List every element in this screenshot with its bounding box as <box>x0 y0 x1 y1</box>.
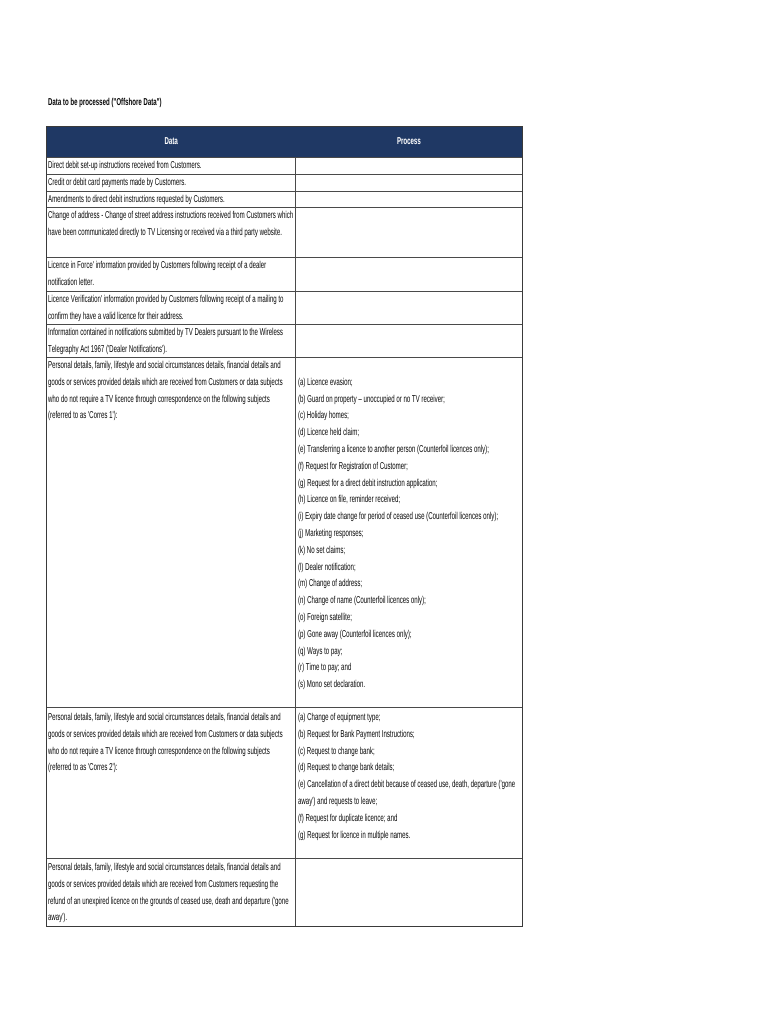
process-item: (q) Ways to pay; <box>298 645 343 657</box>
data-text: Personal details, family, lifestyle and social circumstances details, financial details and goods or services provided details which are received from Customers or data subjects who do not require a TV licence through correspondence on the following subjects (referred to as 'Corres 2'): <box>48 712 283 774</box>
process-cell <box>296 192 522 207</box>
table-row <box>47 191 522 207</box>
process-item: (f) Request for Registration of Customer; <box>298 460 408 472</box>
process-item: (g) Request for licence in multiple names. <box>298 829 411 841</box>
data-cell <box>47 175 296 191</box>
process-cell <box>296 258 522 291</box>
table-row <box>47 157 522 174</box>
table-row <box>47 291 522 324</box>
process-cell <box>296 208 522 257</box>
process-cell <box>296 358 522 707</box>
process-item: (g) Request for a direct debit instruction application; <box>298 477 438 489</box>
data-text: Licence Verification' information provided by Customers following receipt of a mailing to confirm they have a valid licence for their address. <box>48 294 284 322</box>
process-item: (o) Foreign satellite; <box>298 611 352 623</box>
process-item: (b) Guard on property – unoccupied or no TV receiver; <box>298 393 445 405</box>
process-item: (e) Cancellation of a direct debit because of ceased use, death, departure ('gone away') and requests to leave; <box>298 779 516 807</box>
process-item: (p) Gone away (Counterfoil licences only); <box>298 628 412 640</box>
data-text: Personal details, family, lifestyle and social circumstances details, financial details and goods or services provided details which are received from Customers or data subjects who do not require a TV licence through correspondence on the following subjects (referred to as 'Corres 1'): <box>48 360 283 422</box>
process-item: (r) Time to pay; and <box>298 662 352 674</box>
data-cell <box>47 325 296 357</box>
header-label-process: Process <box>396 136 421 147</box>
process-item: (c) Request to change bank; <box>298 745 375 757</box>
header-cell-data <box>47 127 296 157</box>
header-label-data: Data <box>164 136 178 147</box>
data-cell <box>47 708 296 858</box>
data-text: Personal details, family, lifestyle and social circumstances details, financial details and goods or services provided details which are received from Customers requesting the refund of an unexpired licence on the grounds of ceased use, death and departure ('gone away'). <box>48 862 289 924</box>
header-cell-process <box>296 127 522 157</box>
table-row <box>47 858 522 926</box>
table-row <box>47 174 522 191</box>
table-header-row <box>47 127 522 157</box>
data-cell <box>47 358 296 707</box>
table-row <box>47 357 522 707</box>
process-item: (j) Marketing responses; <box>298 527 364 539</box>
data-text: Licence in Force' information provided by Customers following receipt of a dealer notification letter. <box>48 260 267 288</box>
process-item: (e) Transferring a licence to another person (Counterfoil licences only); <box>298 443 489 455</box>
process-item: (s) Mono set declaration. <box>298 679 366 691</box>
process-cell <box>296 158 522 174</box>
data-cell <box>47 192 296 207</box>
process-item: (h) Licence on file, reminder received; <box>298 494 401 506</box>
process-item: (b) Request for Bank Payment Instructions; <box>298 728 415 740</box>
data-text: Change of address - Change of street address instructions received from Customers which have been communicated directly to TV Licensing or received via a third party website. <box>48 210 294 238</box>
process-item: (c) Holiday homes; <box>298 410 349 422</box>
process-item: (k) No set claims; <box>298 544 346 556</box>
process-item: (d) Request to change bank details; <box>298 762 395 774</box>
data-text: Credit or debit card payments made by Customers. <box>48 177 186 188</box>
data-cell <box>47 292 296 324</box>
page-title-text: Data to be processed ("Offshore Data") <box>48 97 162 108</box>
process-item: (a) Licence evasion; <box>298 376 353 388</box>
table-row <box>47 324 522 357</box>
offshore-data-table <box>46 126 523 927</box>
process-cell <box>296 708 522 858</box>
process-item: (l) Dealer notification; <box>298 561 356 573</box>
process-item: (d) Licence held claim; <box>298 427 360 439</box>
process-list <box>298 375 521 694</box>
process-cell <box>296 175 522 191</box>
data-cell <box>47 859 296 926</box>
table-row <box>47 207 522 257</box>
process-list <box>298 710 521 844</box>
process-cell <box>296 325 522 357</box>
process-cell <box>296 859 522 926</box>
data-cell <box>47 258 296 291</box>
process-item: (a) Change of equipment type; <box>298 712 381 723</box>
data-text: Information contained in notifications submitted by TV Dealers pursuant to the Wireless Telegraphy Act 1967 ('Dealer Notifications'). <box>48 327 283 355</box>
data-text: Direct debit set-up instructions received from Customers. <box>48 160 202 171</box>
table-row <box>47 257 522 291</box>
process-item: (m) Change of address; <box>298 578 363 590</box>
data-text: Amendments to direct debit instructions requested by Customers. <box>48 194 225 205</box>
process-item: (f) Request for duplicate licence; and <box>298 812 398 824</box>
process-item: (n) Change of name (Counterfoil licences only); <box>298 595 426 607</box>
data-cell <box>47 208 296 257</box>
process-cell <box>296 292 522 324</box>
table-row <box>47 707 522 858</box>
process-item: (i) Expiry date change for period of ceased use (Counterfoil licences only); <box>298 511 499 523</box>
page-title <box>48 95 308 111</box>
data-cell <box>47 158 296 174</box>
